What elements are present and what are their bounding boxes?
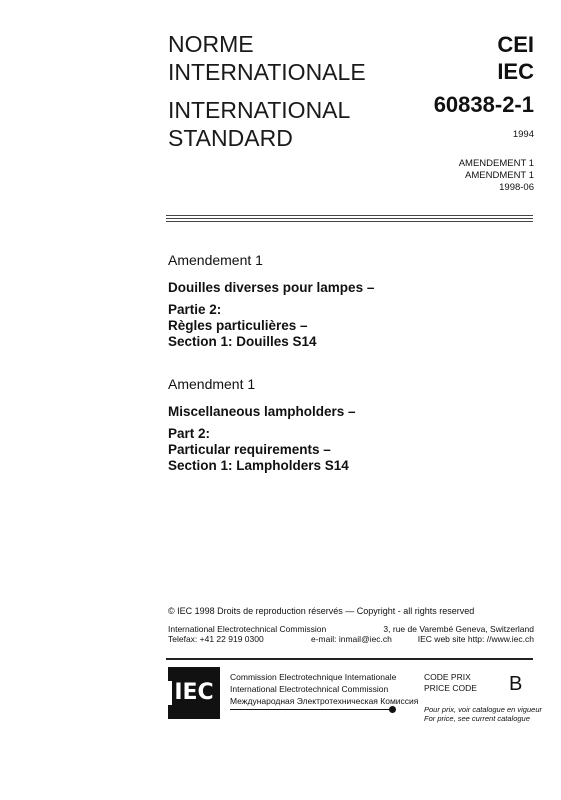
commission-name: International Electrotechnical Commission: [168, 624, 327, 634]
title-fr-line1: NORME: [168, 31, 254, 57]
price-note-en: For price, see current catalogue: [424, 714, 530, 723]
org-cei: CEI: [497, 32, 534, 57]
amendment-en: Amendment 1: [168, 376, 256, 392]
telefax: Telefax: +41 22 919 0300: [168, 634, 264, 644]
org-dot: [389, 706, 396, 713]
title-en-line1: INTERNATIONAL: [168, 97, 351, 123]
org-name-en: International Electrotechnical Commission: [230, 684, 389, 694]
price-code-label: PRICE CODE: [424, 683, 477, 693]
amendment-en-label: AMENDMENT 1: [465, 170, 534, 181]
standard-year: 1994: [512, 129, 534, 140]
title-fr-line2: INTERNATIONALE: [168, 59, 366, 85]
title-en-line2: STANDARD: [168, 125, 293, 151]
code-prix-label: CODE PRIX: [424, 672, 471, 682]
org-name-ru: Международная Электротехническая Комиссия: [230, 696, 419, 706]
title-en: Miscellaneous lampholders –: [168, 404, 356, 419]
org-name-fr: Commission Electrotechnique Internationale: [230, 672, 397, 682]
org-underline: [230, 709, 390, 710]
price-note-fr: Pour prix, voir catalogue en vigueur: [424, 705, 542, 714]
requirements-fr: Règles particulières –: [168, 318, 308, 333]
requirements-en: Particular requirements –: [168, 442, 331, 457]
address: 3, rue de Varembé Geneva, Switzerland: [383, 624, 534, 634]
price-code-value: B: [509, 673, 523, 695]
website: IEC web site http: //www.iec.ch: [417, 634, 534, 644]
section-fr: Section 1: Douilles S14: [168, 334, 317, 349]
org-iec: IEC: [497, 59, 534, 84]
iec-logo-text: IEC: [174, 680, 214, 705]
copyright-line: © IEC 1998 Droits de reproduction réservés — Copyright - all rights reserved: [168, 606, 475, 616]
section-en: Section 1: Lampholders S14: [168, 458, 349, 473]
title-fr: Douilles diverses pour lampes –: [168, 280, 375, 295]
amendment-fr-label: AMENDEMENT 1: [458, 158, 534, 169]
amendment-fr: Amendement 1: [168, 252, 263, 268]
email: e-mail: inmail@iec.ch: [311, 634, 392, 644]
iec-logo: [168, 667, 220, 719]
standard-number: 60838-2-1: [433, 92, 534, 117]
part-en: Part 2:: [168, 426, 211, 441]
logo-stripe-left: [168, 681, 172, 705]
footer-divider: [166, 658, 533, 660]
part-fr: Partie 2:: [168, 302, 222, 317]
amendment-date: 1998-06: [499, 182, 534, 193]
